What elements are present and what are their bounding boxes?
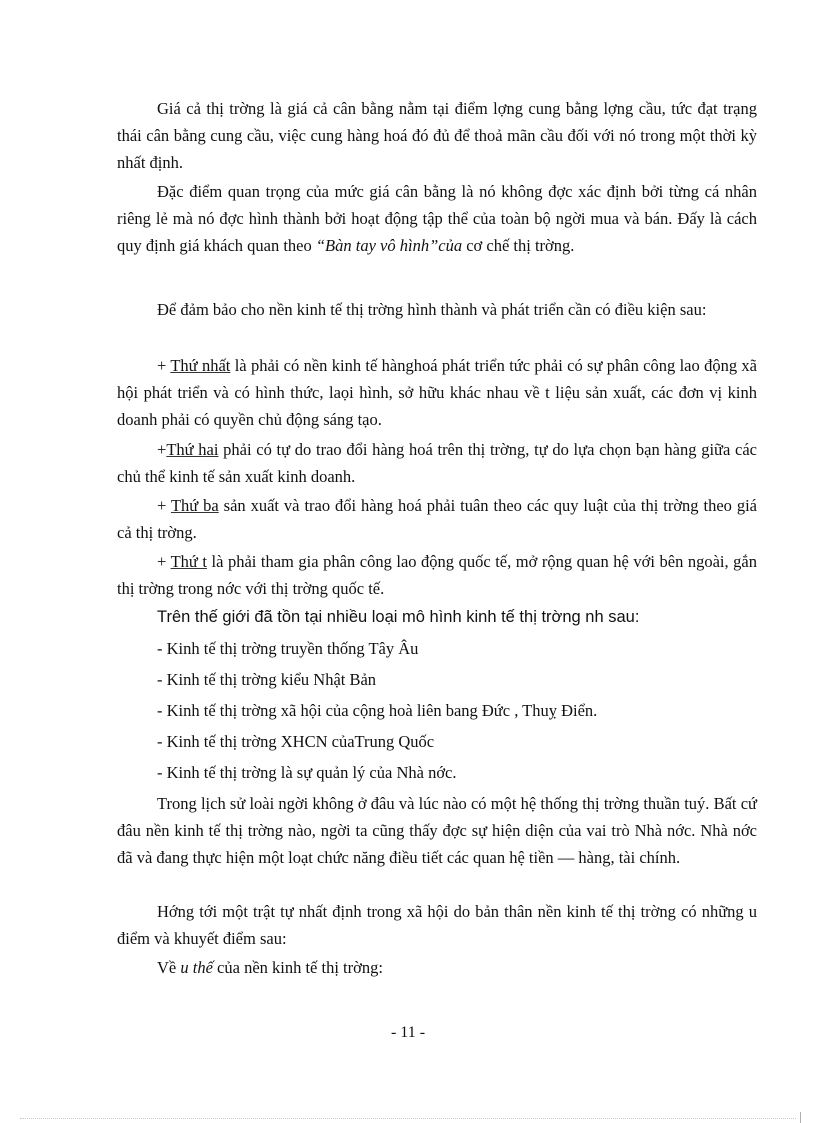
paragraph-condition-second: [117, 436, 757, 490]
italic-word: u thế: [180, 958, 213, 977]
paragraph-advantages-intro: [117, 898, 757, 952]
paragraph-text: Để đảm bảo cho nền kinh tế thị trờng hình thành và phát triển cần có điều kiện sau:: [157, 300, 707, 319]
paragraph-models-intro: [117, 604, 757, 631]
list-item: [157, 759, 757, 786]
paragraph-text: của nền kinh tế thị trờng:: [212, 958, 383, 977]
list-item-text: - Kinh tế thị trờng kiểu Nhật Bản: [157, 670, 377, 689]
paragraph-equilibrium-price: [117, 178, 757, 259]
paragraph-lead: +: [157, 440, 167, 459]
list-item: [157, 697, 757, 724]
italic-word: của: [438, 236, 463, 255]
underlined-heading: Thứ hai: [166, 440, 219, 459]
list-item-text: - Kinh tế thị trờng là sự quản lý của Nhà nớc.: [157, 763, 457, 782]
list-item: [157, 635, 757, 662]
page-corner-mark: [800, 1112, 801, 1123]
paragraph-text: phải có tự do trao đổi hàng hoá trên thị trờng, tự do lựa chọn bạn hàng giữa các chủ thể kinh tế sản xuất kinh doanh.: [117, 440, 757, 486]
paragraph-text: Giá cả thị trờng là giá cả cân bằng nằm tại điểm lợng cung bằng lợng cầu, tức đạt trạng thái cân bằng cung cầu, việc cung hàng hoá đó đủ để thoả mãn cầu đối với nó trong một thời kỳ nhất định.: [117, 99, 757, 172]
italic-quote: “Bàn tay vô hình”: [315, 236, 439, 255]
paragraph-advantages-heading: [117, 954, 757, 981]
paragraph-text: Trong lịch sử loài ngời không ở đâu và lúc nào có một hệ thống thị trờng thuần tuý. Bất cứ đâu nền kinh tế thị trờng nào, ngời ta cũng thấy đợc sự hiện diện của vai trò Nhà nớc. Nhà nớc đã và đang thực hiện một loạt chức năng điều tiết các quan hệ tiền — hàng, tài chính.: [117, 794, 757, 867]
list-item-text: - Kinh tế thị trờng XHCN củaTrung Quốc: [157, 732, 435, 751]
page-edge-divider: [20, 1118, 796, 1119]
paragraph-tail: cơ chế thị trờng.: [462, 236, 575, 255]
paragraph-text: Đặc điểm quan trọng của mức giá cân bằng là nó không đợc xác định bởi từng cá nhân riêng lẻ mà nó đợc hình thành bởi hoạt động tập thể của toàn bộ ngời mua và bán. Đấy là cách quy định giá khách quan theo: [117, 182, 757, 255]
paragraph-text: Hớng tới một trật tự nhất định trong xã hội do bản thân nền kinh tế thị trờng có những u điểm và khuyết điểm sau:: [117, 902, 757, 948]
paragraph-text: Trên thế giới đã tồn tại nhiều loại mô hình kinh tế thị trờng nh sau:: [157, 608, 640, 626]
underlined-heading: Thứ nhất: [170, 356, 231, 375]
paragraph-text: là phải có nền kinh tế hànghoá phát triển tức phải có sự phân công lao động xã hội phát triển và có hình thức, laọi hình, sở hữu khác nhau về t liệu sản xuất, các đơn vị kinh doanh phải có quyền chủ động sáng tạo.: [117, 356, 757, 429]
paragraph-lead: Về: [157, 958, 181, 977]
paragraph-market-price: [117, 95, 757, 176]
paragraph-conditions-intro: [117, 296, 757, 323]
paragraph-lead: +: [157, 552, 171, 571]
list-item: [157, 666, 757, 693]
list-item: [157, 728, 757, 755]
underlined-heading: Thứ ba: [170, 496, 219, 515]
paragraph-text: sản xuất và trao đổi hàng hoá phải tuân theo các quy luật của thị trờng theo giá cả thị trờng.: [117, 496, 757, 542]
underlined-heading: Thứ t: [170, 552, 207, 571]
paragraph-lead: +: [157, 496, 171, 515]
page-number: - 11 -: [390, 1024, 426, 1041]
paragraph-condition-fourth: [117, 548, 757, 602]
paragraph-lead: +: [157, 356, 171, 375]
list-item-text: - Kinh tế thị trờng xã hội của cộng hoà liên bang Đức , Thuỵ Điển.: [157, 701, 598, 720]
list-item-text: - Kinh tế thị trờng truyền thống Tây Âu: [157, 639, 419, 658]
paragraph-text: là phải tham gia phân công lao động quốc tế, mở rộng quan hệ với bên ngoài, gắn thị trờng trong nớc với thị trờng quốc tế.: [117, 552, 758, 598]
paragraph-state-role: [117, 790, 757, 871]
paragraph-condition-third: [117, 492, 757, 546]
paragraph-condition-first: [117, 352, 757, 433]
